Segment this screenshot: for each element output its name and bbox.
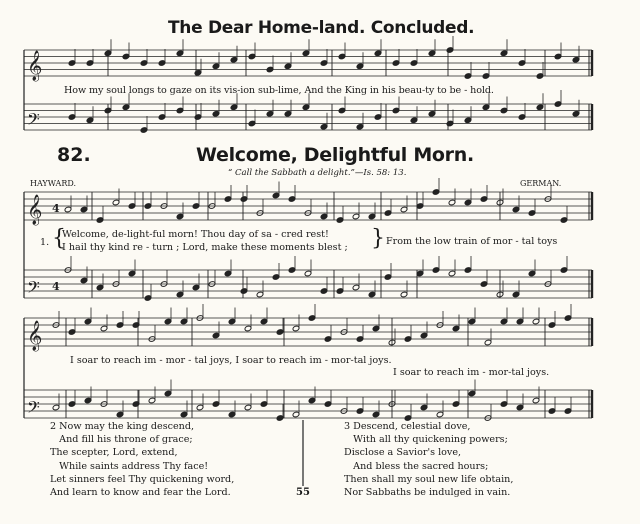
lyrics-line1: Welcome, de-light-ful morn! Thou day of sa - cred rest! (62, 229, 329, 240)
lyrics-row2: I soar to reach im - mor - tal joys, I soar to reach im - mor-tal joys. (70, 355, 392, 366)
verse-line: Disclose a Savior's love, (344, 447, 462, 459)
time-signature: 4 (52, 280, 60, 293)
treble-clef: 𝄞 (27, 321, 43, 351)
section-title: The Dear Home-land. Concluded. (168, 18, 475, 38)
brace-left: { (52, 226, 66, 251)
bass-clef: 𝄢 (27, 109, 40, 133)
bass-clef: 𝄢 (27, 397, 40, 421)
verse-line: And bless the sacred hours; (344, 460, 489, 472)
verse-marker: 1. (40, 237, 50, 248)
verse-line: 2 Now may the king descend, (50, 421, 195, 432)
verse-line: While saints address Thy face! (50, 460, 209, 472)
verse-line: And fill his throne of grace; (50, 434, 193, 446)
treble-clef: 𝄞 (27, 51, 43, 81)
brace-right: } (371, 226, 385, 251)
verse-line: Let sinners feel Thy quickening word, (50, 473, 235, 485)
section1-lyrics: How my soul longs to gaze on its vis-ion sub-lime, And the King in his beau-ty to be - hold. (64, 85, 494, 96)
lyrics-row2-echo: I soar to reach im - mor-tal joys. (393, 367, 550, 378)
verse-line: And learn to know and fear the Lord. (50, 487, 231, 499)
verse-line: With all thy quickening powers; (344, 434, 508, 446)
bass-clef: 𝄢 (27, 277, 40, 301)
verse-line: Then shall my soul new life obtain, (344, 473, 514, 485)
page-number: 55 (296, 487, 310, 498)
hymn-title: Welcome, Delightful Morn. (196, 144, 474, 166)
verse-line: The scepter, Lord, extend, (50, 447, 178, 459)
verse-3 (344, 420, 513, 499)
treble-clef: 𝄞 (27, 195, 43, 225)
hymn-number: 82. (57, 144, 91, 166)
lyrics-right: From the low train of mor - tal toys (386, 236, 558, 247)
verse-line: Nor Sabbaths be indulged in vain. (344, 487, 511, 499)
lyrics-line2: I hail thy kind re - turn ; Lord, make these moments blest ; (62, 242, 348, 253)
composer-right: GERMAN. (520, 179, 562, 188)
composer-left: HAYWARD. (30, 179, 77, 188)
verse-line: 3 Descend, celestial dove, (344, 421, 471, 432)
time-signature: 4 (52, 202, 60, 215)
verse-2 (50, 420, 234, 499)
hymn-epigraph: “ Call the Sabbath a delight.”—Is. 58: 13. (228, 168, 407, 178)
